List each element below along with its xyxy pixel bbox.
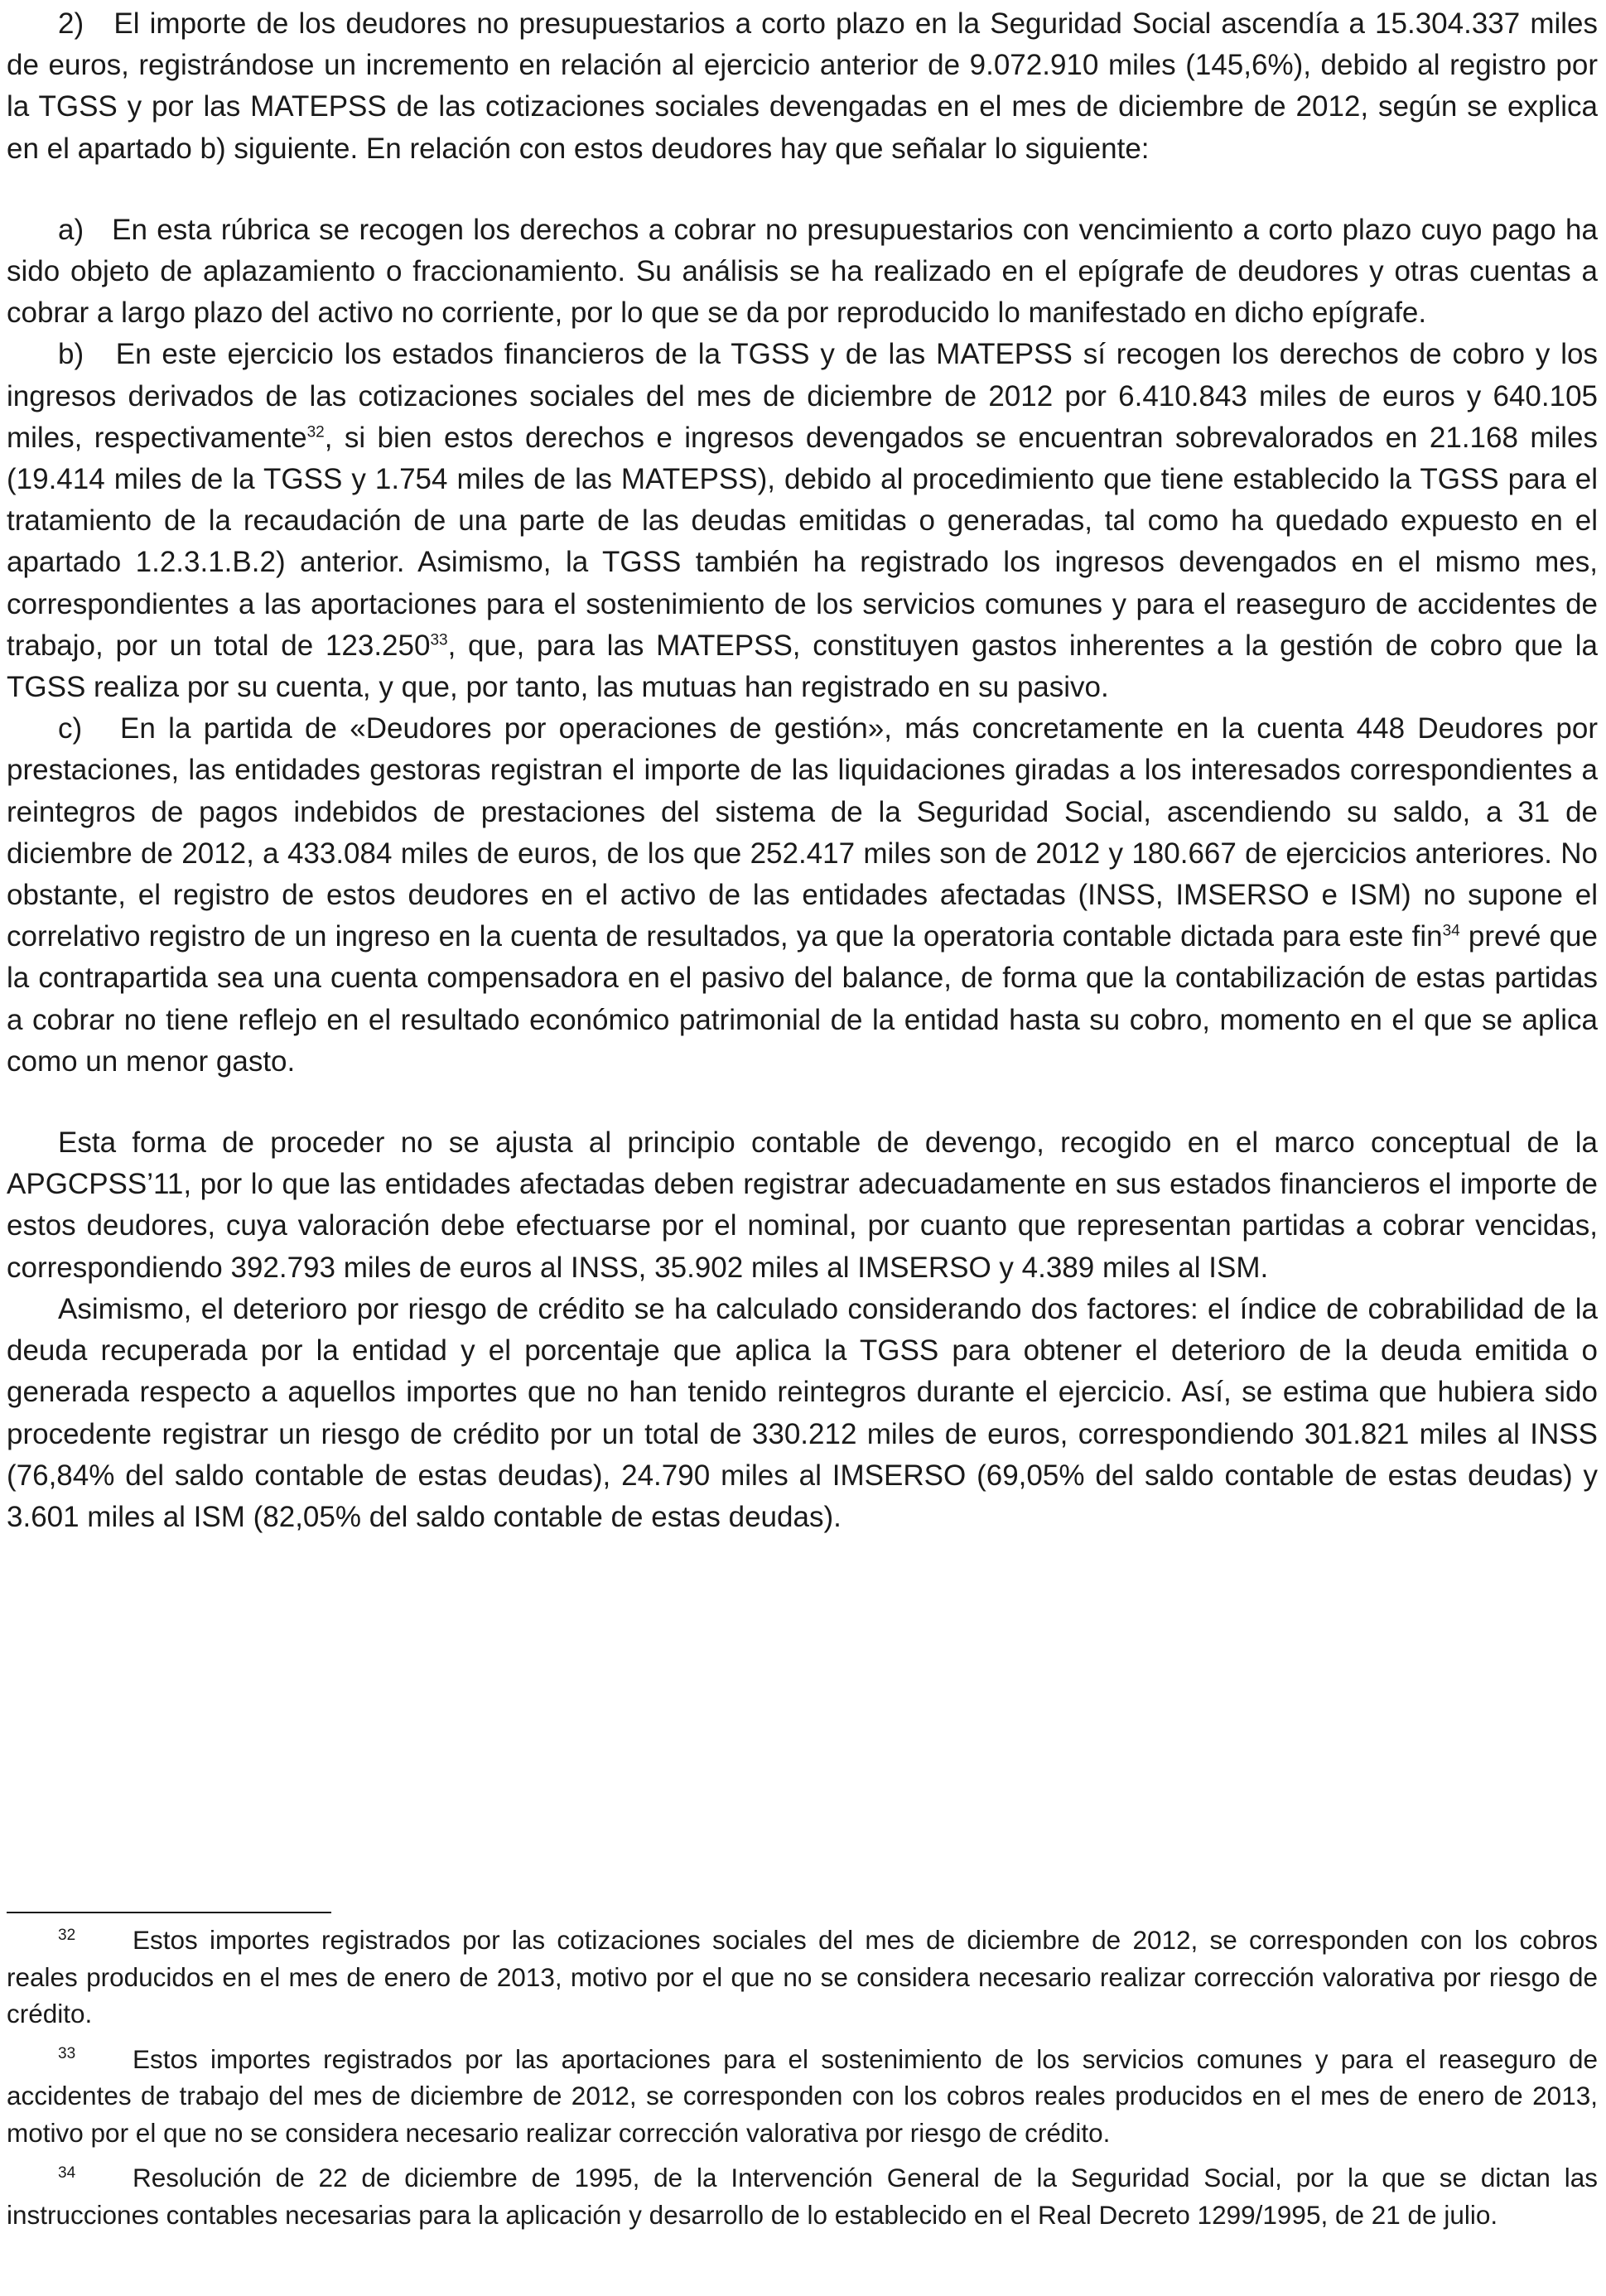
footnote-reference-34[interactable]: 34	[1442, 922, 1460, 940]
footnote-reference-32[interactable]: 32	[306, 423, 325, 441]
footnote-separator	[7, 1912, 331, 1913]
paragraph-item-a: a) En esta rúbrica se recogen los derechos a cobrar no presupuestarios con vencimiento a corto plazo cuyo pago ha sido objeto de aplazamiento o fraccionamiento. Su análisis se ha realizado en el epígrafe de deudores y otras cuentas a cobrar a largo plazo del activo no corriente, por lo que se da por reproducido lo manifestado en dicho epígrafe.	[7, 213, 1598, 330]
footnote-34: 34 Resolución de 22 de diciembre de 1995, de la Intervención General de la Seguridad Social, por la que se dictan las instrucciones contables necesarias para la aplicación y desarrollo de lo establecido en el Real Decreto 1299/1995, de 21 de julio.	[7, 2163, 1598, 2230]
footnote-33: 33 Estos importes registrados por las aportaciones para el sostenimiento de los servicios comunes y para el reaseguro de accidentes de trabajo del mes de diciembre de 2012, se corresponden con los cobros reales producidos en el mes de enero de 2013, motivo por el que no se considera necesario realizar corrección valorativa por riesgo de crédito.	[7, 2043, 1598, 2148]
footnote-reference-33[interactable]: 33	[430, 631, 448, 649]
paragraph-item-c: c) En la partida de «Deudores por operaciones de gestión», más concretamente en la cuenta 448 Deudores por prestaciones, las entidades gestoras registran el importe de las liquidaciones giradas a los interesados correspondientes a reintegros de pagos indebidos de prestaciones del sistema de la Seguridad Social, ascendiendo su saldo, a 31 de diciembre de 2012, a 433.084 miles de euros, de los que 252.417 miles son de 2012 y 180.667 de ejercicios anteriores. No obstante, el registro de estos deudores en el activo de las entidades afectadas (INSS, IMSERSO e ISM) no supone el correlativo registro de un ingreso en la cuenta de resultados, ya que la operatoria contable dictada para este fin$^{34}$ prevé que la contrapartida sea una cuenta compensadora en el pasivo del balance, de forma que la contabilización de estas partidas a cobrar no tiene reflejo en el resultado económico patrimonial de la entidad hasta su cobro, momento en el que se aplica como un menor gasto.	[7, 712, 1598, 1078]
paragraph-principio-devengo: Esta forma de proceder no se ajusta al principio contable de devengo, recogido en el marco conceptual de la APGCPSS’11, por lo que las entidades afectadas deben registrar adecuadamente en sus estados financieros el importe de estos deudores, cuya valoración debe efectuarse por el nominal, por cuanto que representan partidas a cobrar vencidas, correspondiendo 392.793 miles de euros al INSS, 35.902 miles al IMSERSO y 4.389 miles al ISM.	[7, 1126, 1598, 1284]
footnote-32: 32 Estos importes registrados por las cotizaciones sociales del mes de diciembre de 2012, se corresponden con los cobros reales producidos en el mes de enero de 2013, motivo por el que no se considera necesario realizar corrección valorativa por riesgo de crédito.	[7, 1925, 1598, 2028]
paragraph-deterioro-riesgo-credito: Asimismo, el deterioro por riesgo de crédito se ha calculado considerando dos factores: el índice de cobrabilidad de la deuda recuperada por la entidad y el porcentaje que aplica la TGSS para obtener el deterioro de la deuda emitida o generada respecto a aquellos importes que no han tenido reintegros durante el ejercicio. Así, se estima que hubiera sido procedente registrar un riesgo de crédito por un total de 330.212 miles de euros, correspondiendo 301.821 miles al INSS (76,84% del saldo contable de estas deudas), 24.790 miles al IMSERSO (69,05% del saldo contable de estas deudas) y 3.601 miles al ISM (82,05% del saldo contable de estas deudas).	[7, 1292, 1598, 1533]
paragraph-item-b: b) En este ejercicio los estados financieros de la TGSS y de las MATEPSS sí recogen los derechos de cobro y los ingresos derivados de las cotizaciones sociales del mes de diciembre de 2012 por 6.410.843 miles de euros y 640.105 miles, respectivamente$^{32}$, si bien estos derechos e ingresos devengados se encuentran sobrevalorados en 21.168 miles (19.414 miles de la TGSS y 1.754 miles de las MATEPSS), debido al procedimiento que tiene establecido la TGSS para el tratamiento de la recaudación de una parte de las deudas emitidas o generadas, tal como ha quedado expuesto en el apartado 1.2.3.1.B.2) anterior. Asimismo, la TGSS también ha registrado los ingresos devengados en el mismo mes, correspondientes a las aportaciones para el sostenimiento de los servicios comunes y para el reaseguro de accidentes de trabajo, por un total de 123.250$^{33}$, que, para las MATEPSS, constituyen gastos inherentes a la gestión de cobro que la TGSS realiza por su cuenta, y que, por tanto, las mutuas han registrado en su pasivo.	[7, 338, 1599, 704]
paragraph-deudores-corto-plazo: 2) El importe de los deudores no presupuestarios a corto plazo en la Seguridad Social ascendía a 15.304.337 miles de euros, registrándose un incremento en relación al ejercicio anterior de 9.072.910 miles (145,6%), debido al registro por la TGSS y por las MATEPSS de las cotizaciones sociales devengadas en el mes de diciembre de 2012, según se explica en el apartado b) siguiente. En relación con estos deudores hay que señalar lo siguiente:	[7, 7, 1598, 165]
document-body	[7, 3, 1598, 1538]
footnotes	[7, 1922, 1598, 2241]
